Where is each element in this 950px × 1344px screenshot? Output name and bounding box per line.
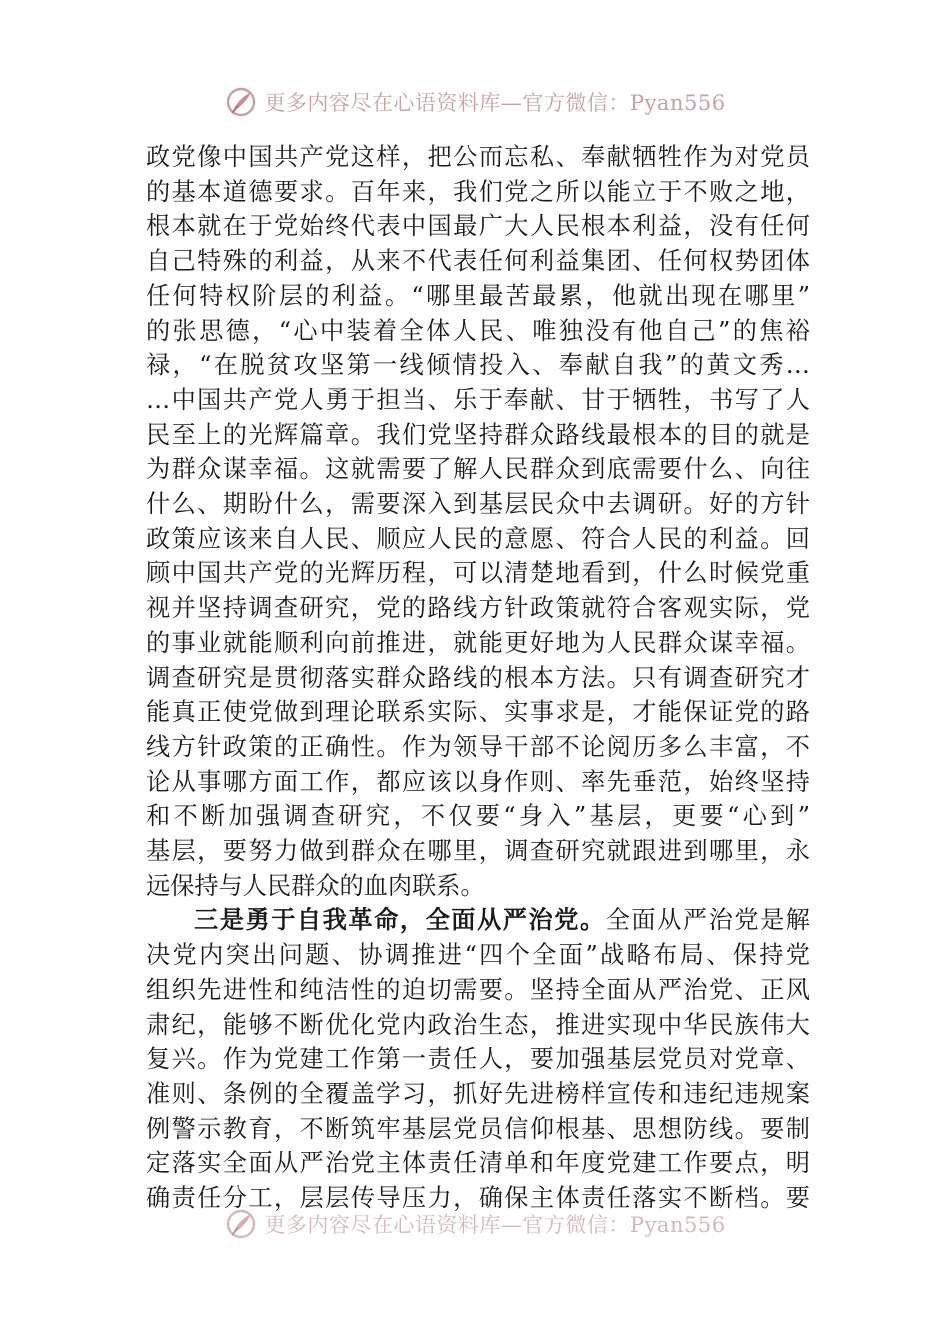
text-line: 自己特殊的利益，从来不代表任何利益集团、任何权势团体 (146, 247, 810, 276)
text-line: 禄，“在脱贫攻坚第一线倾情投入、奉献自我”的黄文秀… (146, 351, 810, 380)
text-line: 政策应该来自人民、顺应人民的意愿、符合人民的利益。回 (146, 524, 810, 553)
text-line: 调查研究是贯彻落实群众路线的根本方法。只有调查研究才 (146, 663, 810, 692)
text-line: 决党内突出问题、协调推进“四个全面”战略布局、保持党 (146, 941, 810, 970)
watermark-banner-top (0, 82, 950, 122)
text-line: 什么、期盼什么，需要深入到基层民众中去调研。好的方针 (146, 490, 810, 518)
text-line: 的事业就能顺利向前推进，就能更好地为人民群众谋幸福。 (146, 628, 810, 657)
text-line: 组织先进性和纯洁性的迫切需要。坚持全面从严治党、正风 (146, 975, 810, 1004)
text-line: 视并坚持调查研究，党的路线方针政策就符合客观实际，党 (146, 594, 810, 623)
text-line: 准则、条例的全覆盖学习，抓好先进榜样宣传和违纪违规案 (146, 1079, 810, 1108)
text-line: 远保持与人民群众的血肉联系。 (146, 871, 485, 900)
text-line: 顾中国共产党的光辉历程，可以清楚地看到，什么时候党重 (146, 559, 810, 588)
text-line: 的基本道德要求。百年来，我们党之所以能立于不败之地， (146, 177, 810, 206)
watermark-text: 更多内容尽在心语资料库—官方微信：Pyan556 (264, 1213, 726, 1237)
text-line: 能真正使党做到理论联系实际、实事求是，才能保证党的路 (146, 698, 810, 727)
text-line: 例警示教育，不断筑牢基层党员信仰根基、思想防线。要制 (146, 1114, 810, 1143)
text-line: 任何特权阶层的利益。“哪里最苦最累，他就出现在哪里” (146, 281, 810, 310)
text-line: 为群众谋幸福。这就需要了解人民群众到底需要什么、向往 (146, 455, 810, 484)
feather-pen-logo-icon (224, 1207, 258, 1241)
text-line: 根本就在于党始终代表中国最广大人民根本利益，没有任何 (146, 212, 810, 241)
text-line: 论从事哪方面工作，都应该以身作则、率先垂范，始终坚持 (146, 767, 810, 796)
section-first-line-text: 全面从严治党是解 (605, 906, 810, 935)
section-heading: 三是勇于自我革命，全面从严治党。 (194, 905, 606, 935)
text-line: 政党像中国共产党这样，把公而忘私、奉献牺牲作为对党员 (146, 143, 810, 171)
text-line: 肃纪，能够不断优化党内政治生态，推进实现中华民族伟大 (146, 1010, 810, 1039)
text-line: 和不断加强调查研究，不仅要“身入”基层，更要“心到” (146, 802, 810, 831)
feather-pen-logo-icon (224, 85, 258, 119)
text-line: …中国共产党人勇于担当、乐于奉献、甘于牺牲，书写了人 (146, 385, 810, 414)
text-line: 基层，要努力做到群众在哪里，调查研究就跟进到哪里，永 (146, 837, 810, 865)
watermark-text: 更多内容尽在心语资料库—官方微信：Pyan556 (264, 91, 726, 115)
text-line: 复兴。作为党建工作第一责任人，要加强基层党员对党章、 (146, 1045, 810, 1074)
watermark-banner-bottom (0, 1204, 950, 1244)
text-line: 民至上的光辉篇章。我们党坚持群众路线最根本的目的就是 (146, 420, 810, 449)
text-line: 定落实全面从严治党主体责任清单和年度党建工作要点，明 (146, 1149, 810, 1178)
text-line: 的张思德，“心中装着全体人民、唯独没有他自己”的焦裕 (146, 316, 810, 345)
section-three-first-line (194, 903, 810, 937)
text-line: 确责任分工，层层传导压力，确保主体责任落实不断档。要 (146, 1184, 810, 1212)
text-line: 线方针政策的正确性。作为领导干部不论阅历多么丰富，不 (146, 732, 810, 761)
